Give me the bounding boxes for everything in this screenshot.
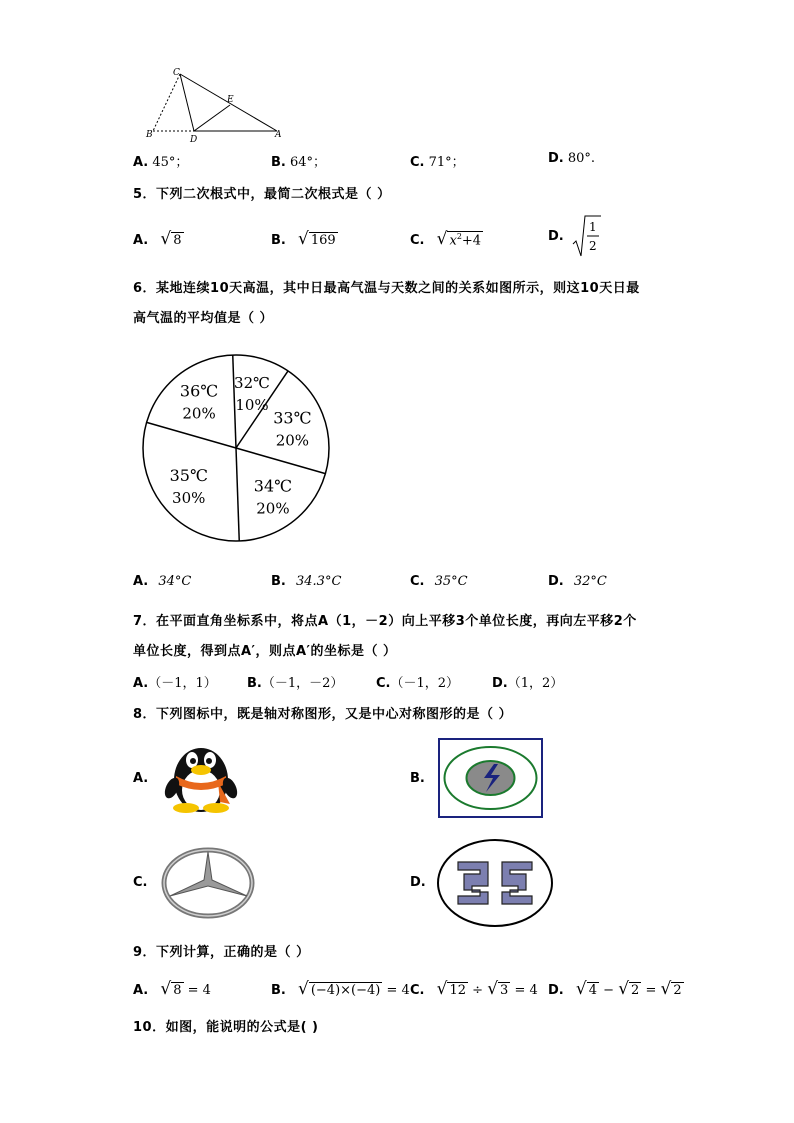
q6-stem-line1: 6．某地连续10天高温，其中日最高气温与天数之间的关系如图所示，则这10天日最: [133, 281, 640, 296]
q9-option-c: C. √ 12 ÷ √ 3 = 4: [410, 979, 538, 999]
q5-option-a: A. √ 8: [133, 229, 182, 249]
lightning-logo-icon: [438, 738, 543, 818]
point-label-a: A: [275, 130, 282, 140]
pie-slice-category-label: 33℃: [273, 408, 312, 428]
q8-option-a-label: A.: [133, 771, 149, 786]
pie-slice-value-label: 30%: [172, 488, 206, 507]
q9-option-d: D. √ 4 − √ 2 = √ 2: [548, 979, 682, 999]
q5-option-d: D.: [548, 229, 564, 244]
q7-stem-line2: 单位长度，得到点A′，则点A′的坐标是（ ）: [133, 644, 397, 659]
point-label-b: B: [146, 130, 153, 140]
bank-logo-icon: [436, 838, 554, 928]
pie-slice-value-label: 20%: [256, 499, 290, 518]
q9-stem: 9．下列计算，正确的是（ ）: [133, 945, 310, 960]
q9-option-b: B. √ (−4)×(−4) = 4: [271, 979, 410, 999]
point-label-d: D: [190, 135, 198, 145]
q5-option-c: C. √ $x^2+4$: [410, 229, 482, 249]
q6-stem-line2: 高气温的平均值是（ ）: [133, 311, 274, 326]
triangle-figure: [140, 62, 290, 148]
q6-option-c: C. 35°C: [410, 574, 468, 589]
q6-option-b: B. 34.3°C: [271, 574, 342, 589]
three-pointed-star-icon: [160, 846, 256, 920]
pie-slice-value-label: 20%: [182, 404, 216, 423]
q6-option-a: A. 34°C: [133, 574, 192, 589]
q8-option-d-label: D.: [410, 875, 426, 890]
q5-option-b: B. √ 169: [271, 229, 336, 249]
q6-option-d: D. 32°C: [548, 574, 607, 589]
q5-stem: 5．下列二次根式中，最简二次根式是（ ）: [133, 187, 391, 202]
pie-chart: [136, 348, 336, 548]
pie-slice-category-label: 36℃: [179, 381, 219, 401]
pie-slice-value-label: 10%: [235, 396, 269, 415]
q7-option-d: D.（1，2）: [492, 676, 564, 691]
q4-option-d: D. 80°.: [548, 151, 596, 166]
q7-option-c: C.（－1，2）: [376, 676, 460, 691]
q7-stem-line1: 7．在平面直角坐标系中，将点A（1，－2）向上平移3个单位长度，再向左平移2个: [133, 614, 637, 629]
pie-slice-category-label: 35℃: [169, 465, 208, 485]
q9-option-a: A. √ 8 = 4: [133, 979, 211, 999]
q4-option-c: C. 71°；: [410, 155, 465, 170]
point-label-e: E: [227, 95, 234, 105]
fraction-numerator: 1: [589, 220, 597, 234]
fraction-denominator: 2: [589, 239, 597, 253]
pie-slice-category-label: 34℃: [253, 476, 293, 496]
q8-option-b-label: B.: [410, 771, 425, 786]
q8-option-c-label: C.: [133, 875, 148, 890]
q10-stem: 10．如图，能说明的公式是( ): [133, 1020, 319, 1035]
penguin-icon: [158, 738, 244, 814]
q7-option-a: A.（－1，1）: [133, 676, 217, 691]
q7-option-b: B.（－1，－2）: [247, 676, 344, 691]
point-label-c: C: [173, 68, 180, 78]
q4-option-b: B. 64°；: [271, 155, 327, 170]
pie-slice-value-label: 20%: [275, 431, 310, 450]
q5-option-d-sqrt-fraction: [572, 214, 602, 260]
q4-option-a: A. 45°；: [133, 155, 189, 170]
pie-slice-category-label: 32℃: [234, 374, 270, 393]
q8-stem: 8．下列图标中，既是轴对称图形，又是中心对称图形的是（ ）: [133, 707, 513, 722]
